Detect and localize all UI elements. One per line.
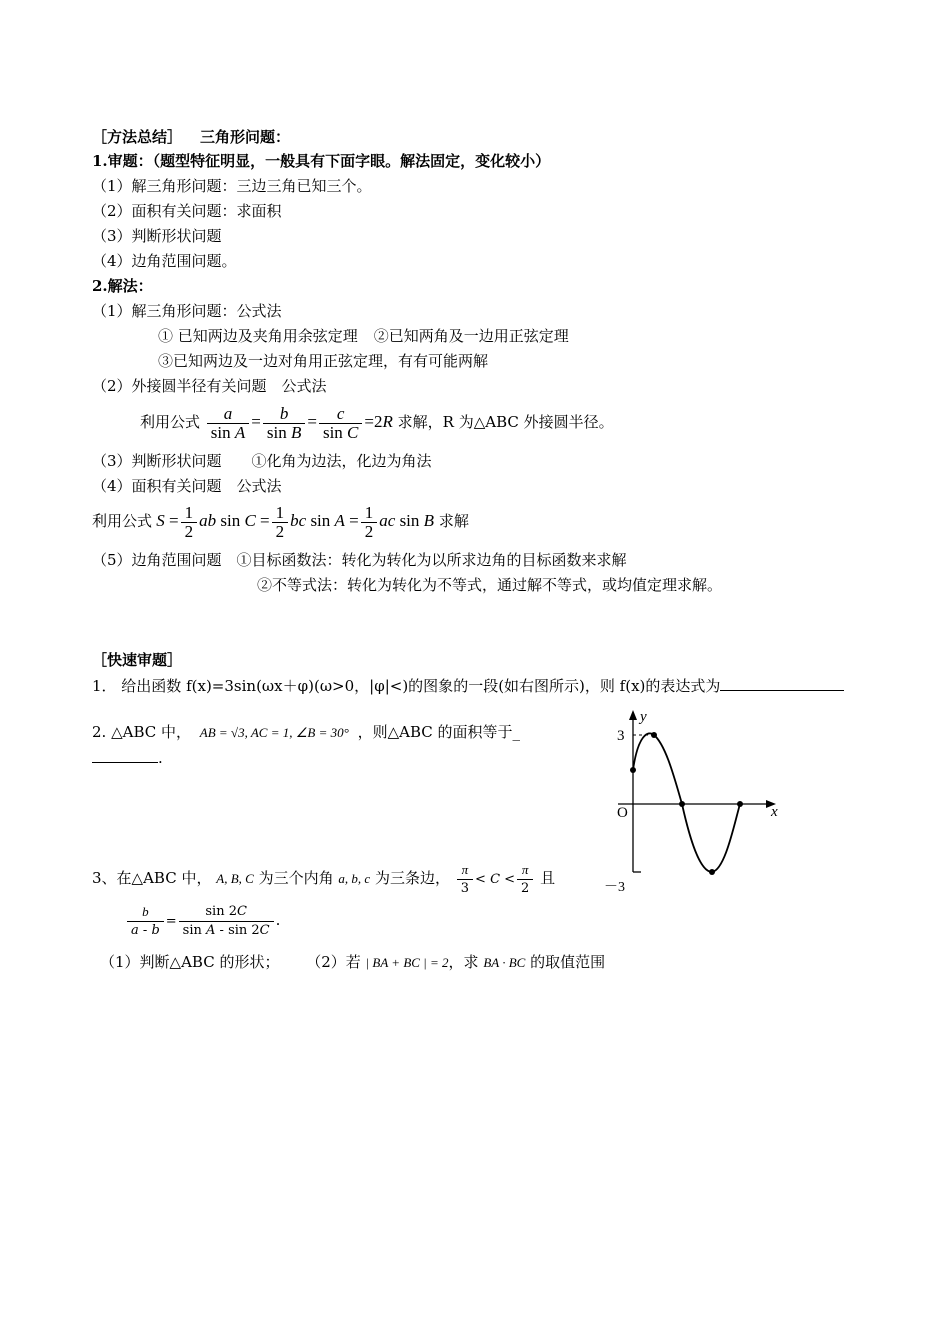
- point-max: [651, 732, 657, 738]
- quick-review-header: ［快速审题］: [92, 651, 183, 669]
- line-3: （3）判断形状问题: [92, 227, 222, 245]
- method-5-b: ②不等式法：转化为转化为不等式，通过解不等式，或均值定理求解。: [257, 576, 723, 594]
- area-formula: 利用公式 S = $\frac{1}{2}$ ab sin C = $\frac{1}{2}$ bc sin A = $\frac{1}{2}$ ac sin B 求解: [92, 502, 469, 541]
- line-2: （2）面积有关问题：求面积: [92, 202, 282, 220]
- question-2-blank: .: [92, 748, 163, 768]
- method-summary-header: ［方法总结］ 三角形问题：: [92, 128, 291, 146]
- method-2: （2）外接圆半径有关问题 公式法: [92, 377, 327, 395]
- sine-curve: [633, 733, 740, 872]
- question-3-equation: $\frac{b}{a - b}$ = $\frac{\sin 2C}{\text{sin A - sin 2C}}$ .: [125, 898, 280, 944]
- method-1-c: ③已知两边及一边对角用正弦定理，有有可能两解: [158, 352, 489, 370]
- answer-blank-1: [720, 690, 844, 691]
- point-y-intercept: [630, 767, 636, 773]
- question-1: 1． 给出函数 f(x)=3sin(ωx＋φ)(ω>0，|φ|<)的图象的一段(如右图所示)，则 f(x)的表达式为: [92, 676, 844, 696]
- question-3: 3、在△ABC 中， A, B, C 为三个内角 a, b, c 为三条边， $\frac{\pi}{3}$ < C < $\frac{\pi}{2}$ 且: [92, 861, 556, 896]
- y-min-label: －3: [604, 880, 625, 895]
- point-min: [709, 869, 715, 875]
- heading-1: 1.审题：（题型特征明显，一般具有下面字眼。解法固定，变化较小）: [92, 152, 551, 170]
- heading-2: 2.解法：: [92, 277, 153, 295]
- point-zero-2: [737, 801, 743, 807]
- method-5: （5）边角范围问题 ①目标函数法：转化为转化为以所求边角的目标函数来求解: [92, 551, 627, 569]
- method-1-a: ① 已知两边及夹角用余弦定理 ②已知两角及一边用正弦定理: [158, 327, 569, 345]
- line-1: （1）解三角形问题：三边三角已知三个。: [92, 177, 372, 195]
- method-1: （1）解三角形问题：公式法: [92, 302, 282, 320]
- method-4: （4）面积有关问题 公式法: [92, 477, 282, 495]
- y-axis-label: y: [640, 709, 647, 725]
- y-axis-arrow: [629, 710, 637, 720]
- question-2: 2. △ABC 中， AB = √3, AC = 1, ∠B = 30° ，则△ABC 的面积等于_: [92, 723, 520, 741]
- x-axis-label: x: [771, 804, 778, 820]
- sine-law-formula: 利用公式 $\frac{a}{\text{sin A}}$ = $\frac{b}{\text{sin B}}$ = $\frac{c}{\text{sin C}}$ =2R 求解，R 为△ABC 外接圆半径。: [140, 403, 614, 442]
- y-max-label: 3: [617, 728, 625, 744]
- question-3-parts: （1）判断△ABC 的形状； （2）若 | BA + BC | = 2，求 BA · BC 的取值范围: [100, 953, 606, 971]
- origin-label: O: [617, 805, 628, 821]
- answer-blank-2: [92, 762, 158, 763]
- sine-graph: [600, 705, 790, 900]
- method-3: （3）判断形状问题 ①化角为边法，化边为角法: [92, 452, 432, 470]
- line-4: （4）边角范围问题。: [92, 252, 237, 270]
- point-zero-1: [679, 801, 685, 807]
